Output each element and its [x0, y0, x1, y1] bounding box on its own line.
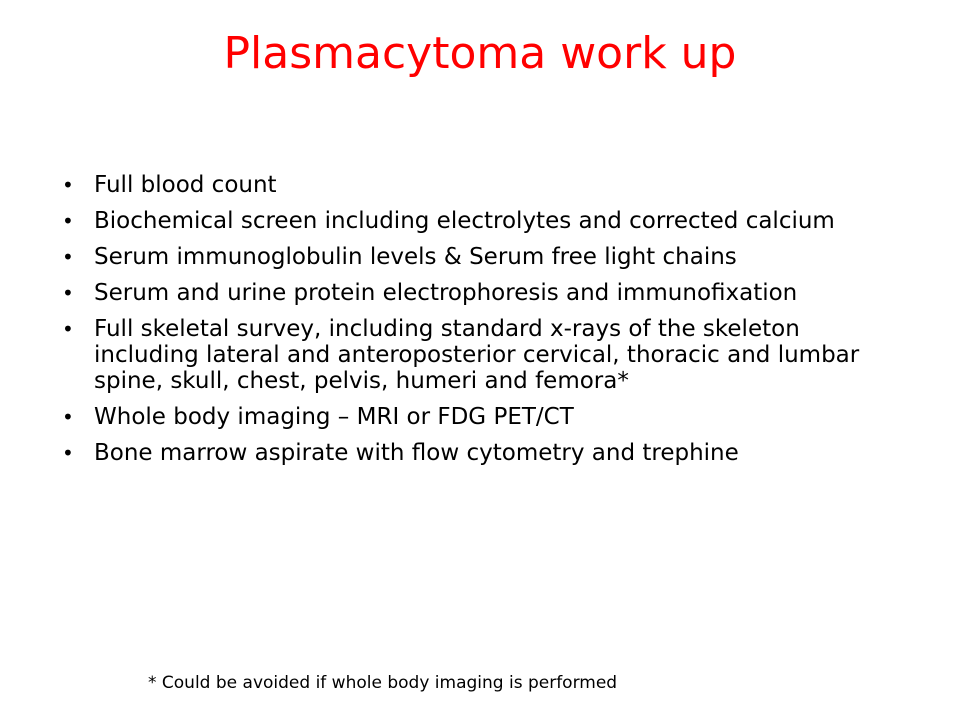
bullet-item	[62, 280, 902, 306]
bullet-text: Bone marrow aspirate with flow cytometry and trephine	[94, 440, 739, 466]
bullet-icon: •	[62, 245, 74, 269]
bullet-icon: •	[62, 173, 74, 197]
footnote: * Could be avoided if whole body imaging is performed	[148, 673, 618, 693]
slide-title: Plasmacytoma work up	[223, 28, 737, 79]
bullet-list	[62, 172, 902, 476]
bullet-icon: •	[62, 441, 74, 465]
bullet-text: Serum immunoglobulin levels & Serum free light chains	[94, 244, 737, 270]
bullet-text: Full skeletal survey, including standard x-rays of the skeleton including lateral and anteroposterior cervical, thoracic and lumbar spine, skull, chest, pelvis, humeri and femora*	[94, 316, 860, 394]
bullet-icon: •	[62, 405, 74, 429]
bullet-icon: •	[62, 209, 74, 233]
bullet-text: Biochemical screen including electrolytes and corrected calcium	[94, 208, 835, 234]
bullet-item	[62, 440, 902, 466]
bullet-item	[62, 404, 902, 430]
bullet-icon: •	[62, 281, 74, 305]
bullet-text: Whole body imaging – MRI or FDG PET/CT	[94, 404, 574, 430]
bullet-text: Full blood count	[94, 172, 277, 198]
bullet-text: Serum and urine protein electrophoresis and immunofixation	[94, 280, 798, 306]
bullet-icon: •	[62, 317, 74, 341]
bullet-item	[62, 208, 902, 234]
bullet-item	[62, 172, 902, 198]
bullet-item	[62, 316, 902, 394]
bullet-item	[62, 244, 902, 270]
